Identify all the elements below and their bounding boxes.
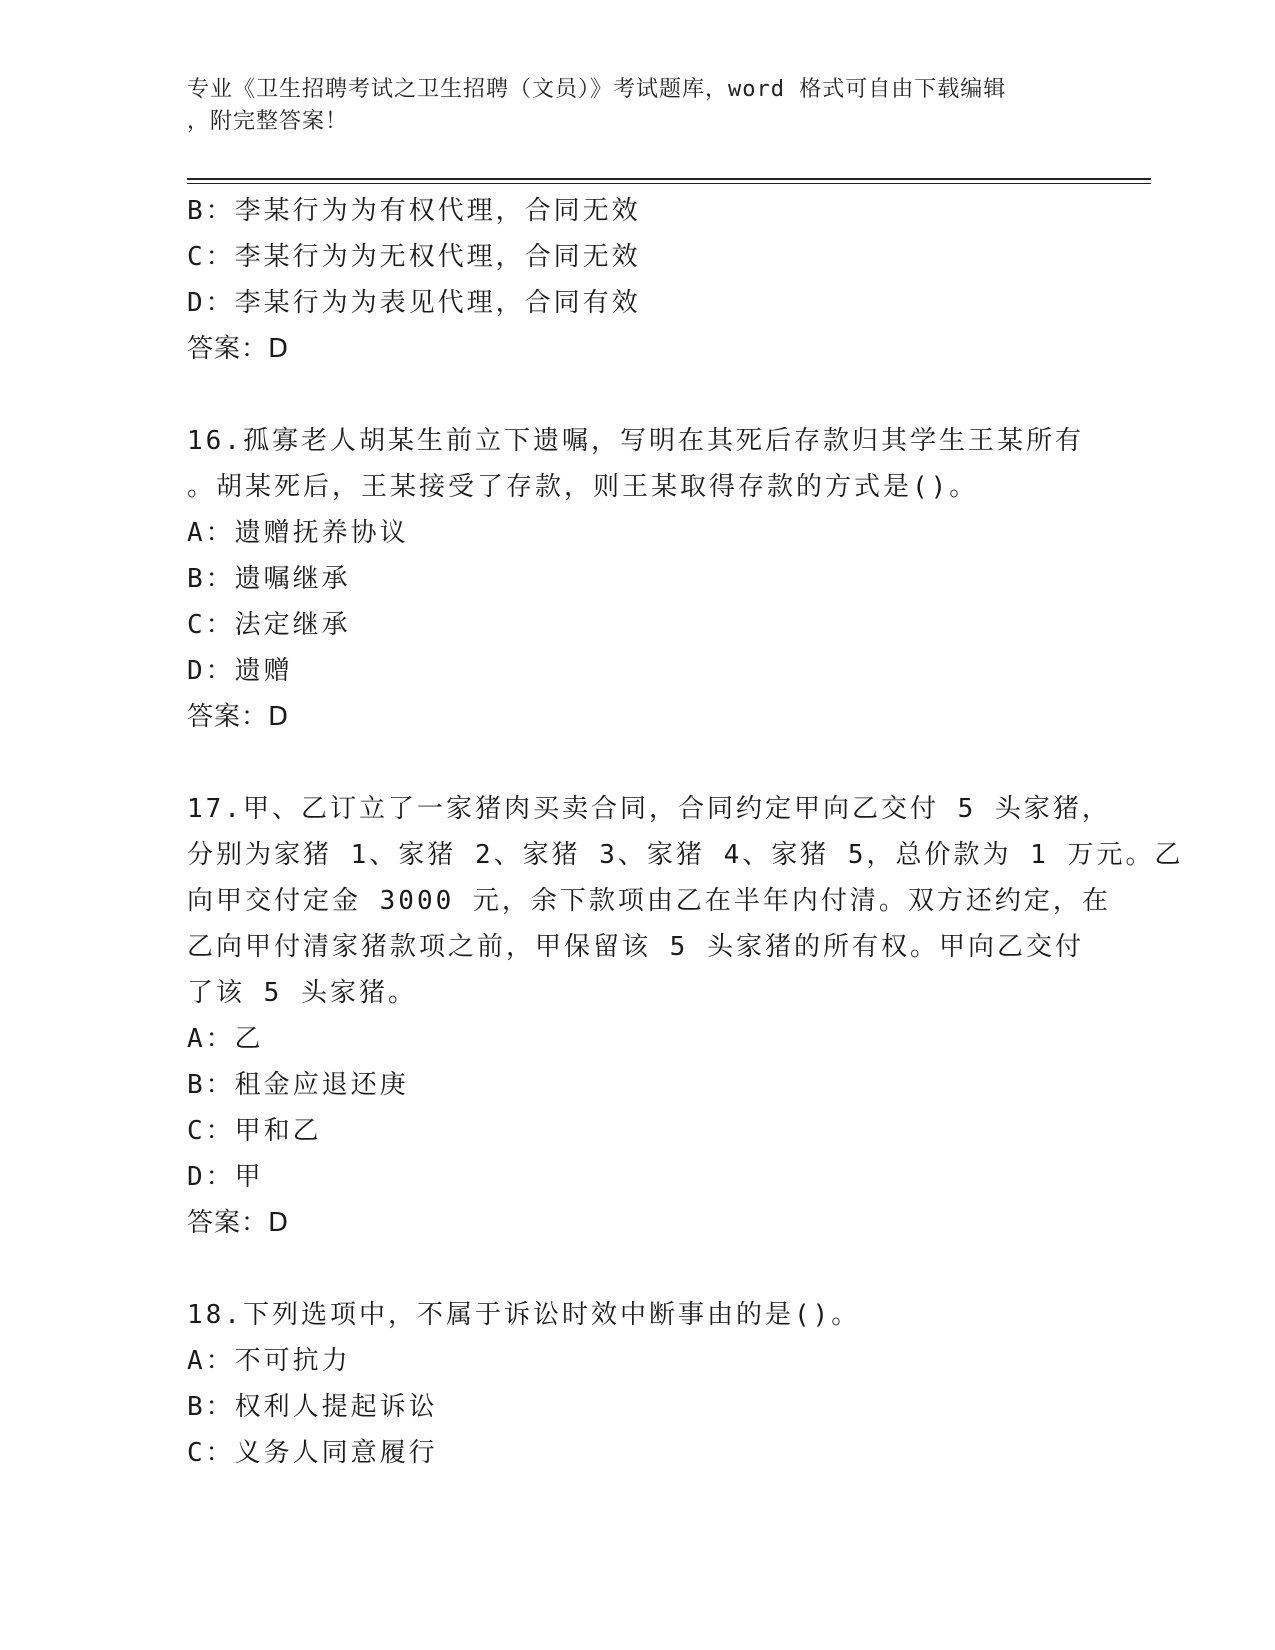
question-stem-line: 17.甲、乙订立了一家猪肉买卖合同，合同约定甲向乙交付 5 头家猪，	[187, 794, 1111, 824]
option-c: C：义务人同意履行	[187, 1438, 438, 1468]
option-b: B：李某行为为有权代理，合同无效	[187, 196, 641, 226]
question-stem-line: 了该 5 头家猪。	[187, 978, 417, 1008]
header-line-1: 专业《卫生招聘考试之卫生招聘（文员）》考试题库，word 格式可自由下载编辑	[187, 77, 1007, 102]
option-d: D：遗赠	[187, 656, 293, 686]
spacer	[187, 1246, 1087, 1292]
question-15-continued	[187, 188, 1087, 372]
option-a: A：遗赠抚养协议	[187, 518, 409, 548]
document-header	[187, 74, 1067, 138]
option-b: B：租金应退还庚	[187, 1070, 409, 1100]
question-stem-line: 18.下列选项中，不属于诉讼时效中断事由的是()。	[187, 1300, 861, 1330]
option-a: A：不可抗力	[187, 1346, 351, 1376]
option-c: C：甲和乙	[187, 1116, 322, 1146]
answer-line: 答案：D	[187, 1208, 290, 1238]
option-b: B：权利人提起诉讼	[187, 1392, 438, 1422]
option-b: B：遗嘱继承	[187, 564, 351, 594]
option-d: D：甲	[187, 1162, 264, 1192]
option-c: C：李某行为为无权代理，合同无效	[187, 242, 641, 272]
question-stem-line: 。胡某死后，王某接受了存款，则王某取得存款的方式是()。	[187, 472, 979, 502]
question-stem-line: 向甲交付定金 3000 元，余下款项由乙在半年内付清。双方还约定，在	[187, 886, 1111, 916]
question-17	[187, 786, 1184, 1246]
question-stem-line: 乙向甲付清家猪款项之前，甲保留该 5 头家猪的所有权。甲向乙交付	[187, 932, 1084, 962]
option-d: D：李某行为为表见代理，合同有效	[187, 288, 641, 318]
header-line-2: ，附完整答案！	[187, 109, 349, 134]
question-16	[187, 418, 1087, 740]
header-rule-thin	[187, 183, 1151, 184]
question-18	[187, 1292, 1087, 1476]
answer-line: 答案：D	[187, 334, 290, 364]
answer-line: 答案：D	[187, 702, 290, 732]
spacer	[187, 372, 1087, 418]
question-stem-line: 16.孤寡老人胡某生前立下遗嘱，写明在其死后存款归其学生王某所有	[187, 426, 1084, 456]
spacer	[187, 740, 1087, 786]
option-a: A：乙	[187, 1024, 264, 1054]
option-c: C：法定继承	[187, 610, 351, 640]
question-list	[187, 188, 1184, 1476]
question-stem-line: 分别为家猪 1、家猪 2、家猪 3、家猪 4、家猪 5，总价款为 1 万元。乙	[187, 840, 1184, 870]
header-rule-thick	[187, 178, 1151, 180]
